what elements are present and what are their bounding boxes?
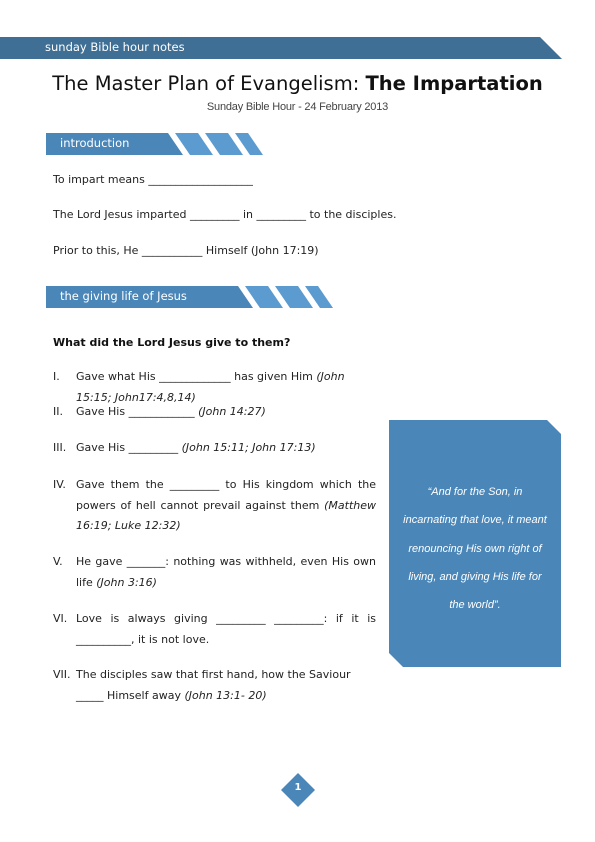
list-item-number: VI. (53, 612, 68, 625)
scripture-reference: (Matthew 16:19; Luke 12:32) (76, 498, 376, 532)
list-item-text: He gave _______: nothing was withheld, even His own life (John 3:16) (76, 555, 376, 589)
pull-quote: “And for the Son, in incarnating that love, it meant renouncing His own right of living, and giving His life for the world”. (403, 486, 547, 612)
list-item-text: Love is always giving _________ _________: if it is __________, it is not love. (76, 612, 376, 646)
list-item-number: II. (53, 405, 63, 418)
intro-line-3: Prior to this, He ___________ Himself (John 17:19) (53, 244, 319, 257)
list-item-text: Gave them the _________ to His kingdom which the powers of hell cannot prevail against them (Matthew 16:19; Luke 12:32) (76, 478, 376, 532)
list-item-number: IV. (53, 478, 66, 491)
section-label-giving-life: the giving life of Jesus (60, 289, 187, 303)
header-banner (0, 37, 562, 59)
intro-line-2: The Lord Jesus imparted _________ in _________ to the disciples. (53, 208, 397, 221)
scripture-reference: (John 15:11; John 17:13) (181, 441, 316, 454)
page-title-bold: The Impartation (365, 72, 543, 95)
page-number-badge (281, 773, 315, 807)
list-item-number: V. (53, 555, 63, 568)
scripture-reference: (John 3:16) (96, 575, 157, 589)
page-title-main: The Master Plan of Evangelism: (52, 72, 366, 95)
list-item-number: III. (53, 441, 67, 454)
scripture-reference: (John 15:15; John17:4,8,14) (76, 370, 345, 404)
section-label-introduction: introduction (60, 136, 130, 150)
page-subtitle: Sunday Bible Hour - 24 February 2013 (206, 101, 389, 113)
scripture-reference: (John 13:1- 20) (184, 688, 267, 702)
header-banner-label: sunday Bible hour notes (45, 40, 185, 54)
list-item-text: The disciples saw that first hand, how the Saviour _____ Himself away (John 13:1- 20) (76, 668, 351, 702)
list-item-number: I. (53, 370, 60, 383)
list-item-text: Gave what His _____________ has given Him (John 15:15; John17:4,8,14) (76, 370, 345, 404)
page-title (0, 72, 595, 95)
list-item-number: VII. (53, 668, 71, 681)
intro-line-1: To impart means ___________________ (53, 173, 253, 186)
page-number: 1 (294, 782, 302, 793)
section-question: What did the Lord Jesus give to them? (53, 336, 291, 349)
list-item-text: Gave His _________ (John 15:11; John 17:13) (76, 441, 316, 454)
scripture-reference: (John 14:27) (198, 405, 266, 418)
list-item-text: Gave His ____________ (John 14:27) (76, 405, 266, 418)
